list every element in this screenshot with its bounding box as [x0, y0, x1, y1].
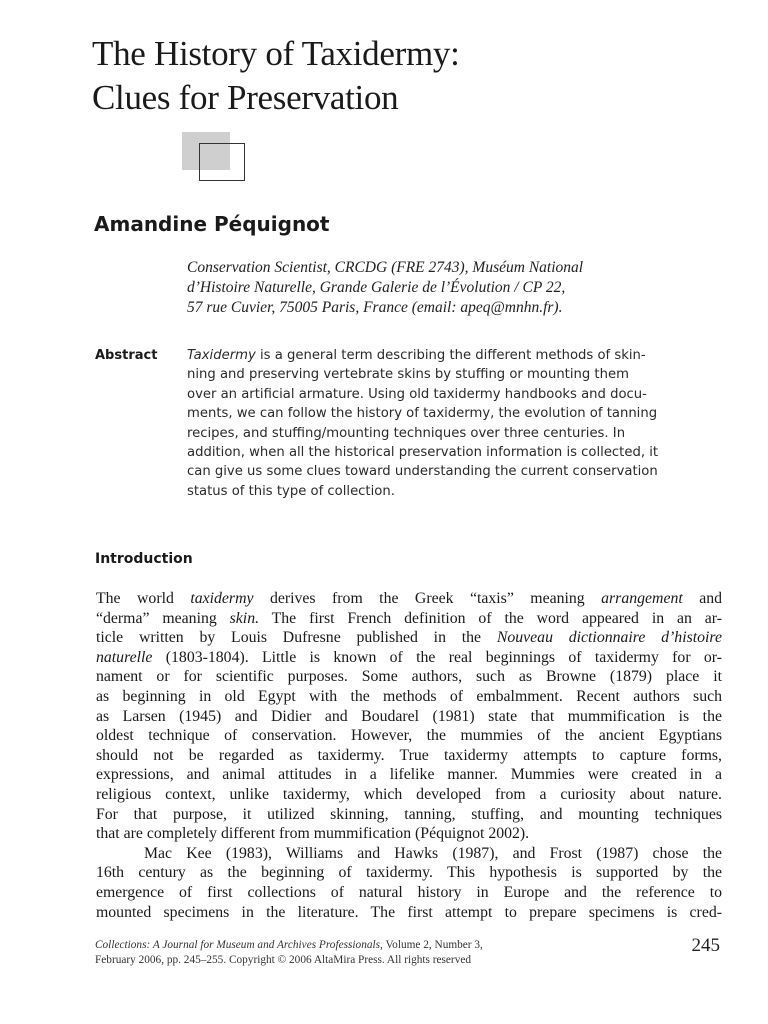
body-line [96, 609, 722, 629]
decorative-squares-icon [182, 132, 248, 184]
title-line-2: Clues for Preservation [92, 78, 399, 117]
abstract-line: addition, when all the historical preservation information is collected, it [187, 445, 659, 461]
body-line [96, 628, 722, 648]
body-line: emergence of first collections of natural history in Europe and the reference to [96, 883, 722, 901]
text-run: and [682, 590, 723, 607]
journal-name: Collections: A Journal for Museum and Archives Professionals, [95, 939, 383, 951]
italic-term: arrangement [601, 590, 683, 607]
article-title [92, 32, 460, 120]
introduction-heading: Introduction [95, 551, 193, 567]
text-run: ticle written by Louis Dufresne published in the [96, 629, 497, 647]
body-line: as Larsen (1945) and Didier and Boudarel (1981) state that mummification is the [96, 707, 722, 725]
body-line: Mac Kee (1983), Williams and Hawks (1987), and Frost (1987) chose the [144, 844, 722, 862]
title-line-1: The History of Taxidermy: [92, 34, 460, 73]
abstract-term: Taxidermy [187, 348, 256, 363]
footer-line-rest: Volume 2, Number 3, [382, 939, 483, 951]
body-line [96, 648, 722, 668]
text-run: derives from the Greek “taxis” meaning [253, 590, 602, 607]
affiliation-line: 57 rue Cuvier, 75005 Paris, France (email: apeq@mnhn.fr). [187, 299, 563, 316]
body-line: should not be regarded as taxidermy. True taxidermy attempts to capture forms, [96, 746, 722, 764]
italic-term: skin. [229, 609, 260, 627]
italic-term: Nouveau dictionnaire d’histoire [496, 629, 722, 647]
abstract-line [187, 346, 727, 365]
italic-term: taxidermy [190, 590, 254, 607]
introduction-body [96, 589, 722, 922]
affiliation-line: d’Histoire Naturelle, Grande Galerie de l’Évolution / CP 22, [187, 279, 566, 296]
footer-line: February 2006, pp. 245–255. Copyright © 2006 AltaMira Press. All rights reserved [95, 954, 472, 966]
body-line: oldest technique of conservation. However, the mummies of the ancient Egyptians [96, 727, 722, 745]
author-affiliation [187, 258, 707, 318]
abstract-line: ning and preserving vertebrate skins by stuffing or mounting them [187, 367, 629, 383]
abstract-line: status of this type of collection. [187, 483, 395, 499]
abstract-line: recipes, and stuffing/mounting techniques over three centuries. In [187, 425, 626, 441]
text-run: “derma” meaning [96, 609, 230, 627]
abstract-line: can give us some clues toward understanding the current conservation [187, 464, 658, 480]
footer-line [95, 938, 535, 953]
outline-square [199, 143, 245, 181]
text-run: The world [96, 590, 191, 607]
body-line: nament or for scientific purposes. Some authors, such as Browne (1879) place it [96, 668, 722, 686]
affiliation-line: Conservation Scientist, CRCDG (FRE 2743), Muséum National [187, 259, 584, 276]
body-line: For that purpose, it utilized skinning, tanning, stuffing, and mounting techniques [96, 805, 722, 823]
abstract-line: ments, we can follow the history of taxidermy, the evolution of tanning [187, 406, 658, 422]
body-line: as beginning in old Egypt with the methods of embalmment. Recent authors such [96, 687, 722, 705]
body-line: religious context, unlike taxidermy, which developed from a curiosity about nature. [96, 785, 722, 803]
author-name: Amandine Péquignot [94, 212, 330, 236]
citation-footer [95, 938, 535, 968]
italic-term: naturelle [96, 648, 153, 666]
body-line: that are completely different from mummification (Péquignot 2002). [96, 825, 530, 843]
body-line: expressions, and animal attitudes in a lifelike manner. Mummies were created in a [96, 766, 722, 784]
page-number: 245 [691, 935, 720, 956]
abstract-line: over an artificial armature. Using old taxidermy handbooks and docu- [187, 386, 647, 402]
text-run: (1803-1804). Little is known of the real beginnings of taxidermy for or- [152, 648, 722, 666]
abstract-text [187, 346, 727, 501]
text-run: The first French definition of the word appeared in an ar- [259, 609, 722, 627]
abstract-line-rest: is a general term describing the different methods of skin- [255, 348, 646, 363]
body-line: 16th century as the beginning of taxidermy. This hypothesis is supported by the [96, 864, 722, 882]
abstract-label: Abstract [95, 348, 158, 363]
body-line: mounted specimens in the literature. The first attempt to prepare specimens is cred- [96, 903, 722, 921]
body-line [96, 589, 722, 609]
